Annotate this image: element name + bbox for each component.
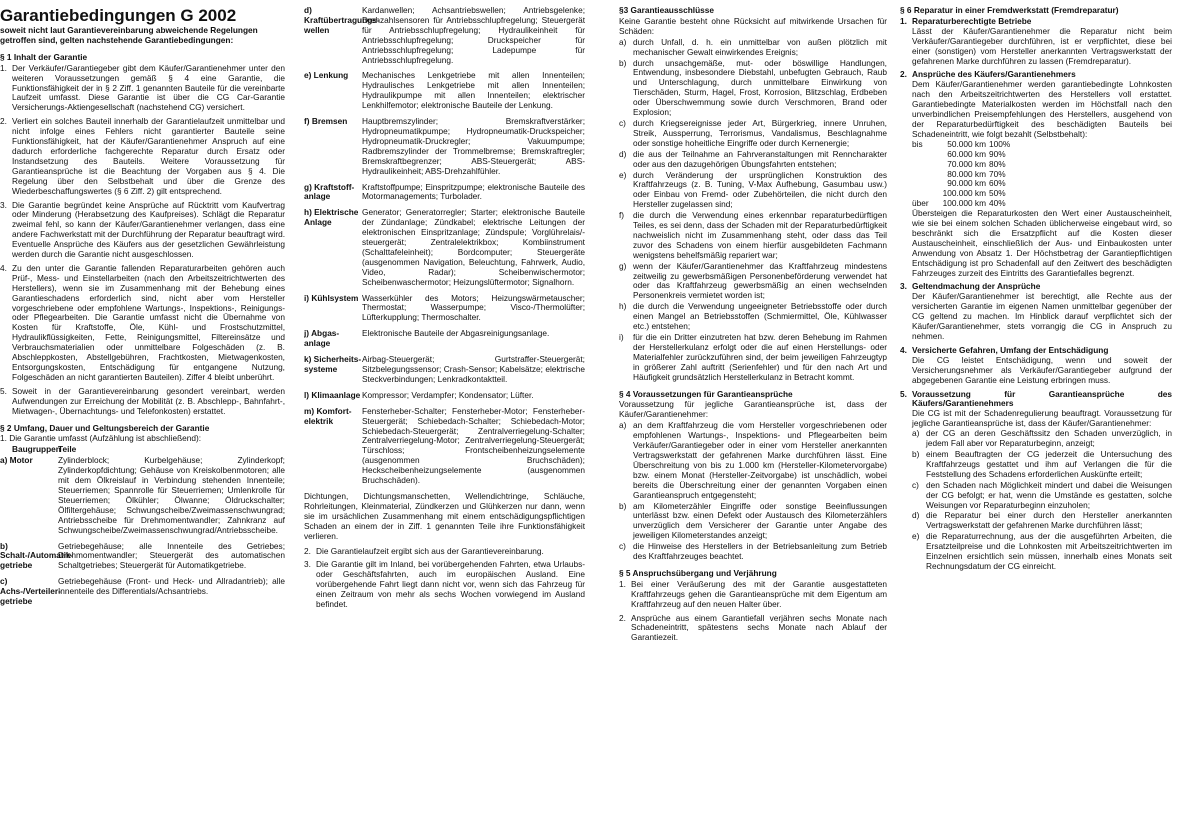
s3-intro: Keine Garantie besteht ohne Rücksicht auf mitwirkende Ursachen für Schäden: — [619, 15, 887, 36]
s2-seals-text: Dichtungen, Dichtungsmanschetten, Wellendichtringe, Schläuche, Rohrleitungen, Kleinmaterial, Zündkerzen und Glühkerzen nur dann, wenn sie im ursächlichen Zusammenhang mit einem entschädigungspflichtigen Schaden an einem der in Ziff. 1 genannten Teile ihre Funktionsfähigkeit verlieren. — [304, 490, 585, 541]
parts-table-header — [0, 445, 285, 455]
deductible-row: 70.000 km 80% — [947, 158, 1006, 169]
col-group-header: Baugruppen — [12, 444, 61, 455]
parts-row-klima: l) Klimaanlage Kompressor; Verdampfer; Kondensator; Lüfter. — [304, 389, 534, 400]
parts-row-bremsen: f) Bremsen Hauptbremszylinder; Bremskraftverstärker; Hydropneumatikpumpe; Hydropneumatik-Druckspeicher; Hydropneumatik-Druckregler; Vakuumpumpe; Radbremszylinder der Trommelbremse; Bremskraftregler; Bremskraftbegrenzer; ABS-Steuergerät; ABS-Hydraulikeinheit; ABS-Drehzahlfühler. — [304, 116, 585, 176]
s4-item-b: b) am Kilometerzähler Eingriffe oder sonstige Beeinflussungen unterlässt bzw. einen Defekt oder Austausch des Kilometerzählers unverzüglich dem Versicherer der Garantie unter Angabe des jeweiligen Kilometerstandes anzeigt; — [619, 500, 887, 541]
column-4 — [900, 6, 1172, 816]
parts-row-kraftstoff: g) Kraftstoff-anlage Kraftstoffpumpe; Einspritzpumpe; elektronische Bauteile des Motormanagements; Turbolader. — [304, 181, 585, 202]
s4-intro: Voraussetzung für jegliche Garantieansprüche ist, dass der Käufer/Garantienehmer: — [619, 399, 887, 420]
s6-sub5-item-e: e) die Reparaturrechnung, aus der die ausgeführten Arbeiten, die Ersatzteilpreise und die Lohnkosten mit Arbeitszeitrichtwerten im Einzelnen ersichtlich sein müssen, innerhalb eines Monats seit Rechnungsdatum der CG einreicht. — [912, 531, 1172, 571]
s6-sub4-heading: Versicherte Gefahren, Umfang der Entschädigung — [912, 344, 1109, 355]
document-subtitle: soweit nicht laut Garantievereinbarung abweichende Regelungen getroffen sind, gelten nachstehende Garantiebedingungen: — [0, 25, 258, 45]
s6-sub-4: 4. Versicherte Gefahren, Umfang der Entschädigung Die CG leistet Entschädigung, wenn und soweit der Versicherungsnehmer als Verkäufer/Garantiegeber aufgrund der abgegebenen Garantie eine Leistung erbringen muss. — [900, 344, 1172, 385]
s6-sub2-text: Dem Käufer/Garantienehmer werden garantiebedingte Lohnkosten nach den Arbeitszeitrichtwerten des Herstellers voll erstattet. Garantiebedingte Materialkosten werden im Höchstfall nach den unverbindlichen Preisempfehlungen des Herstellers, ausgehend von der Reparaturbedürftigkeit des beschädigten Bauteils bei Schadeneintritt, wie folgt bezahlt (Selbstbehalt): — [912, 79, 1172, 139]
s6-sub5-item-d: d) die Reparatur bei einer durch den Hersteller anerkannten Vertragswerkstatt der gefahrenen Marke durchführen lässt; — [912, 510, 1172, 531]
s6-sub-1: 1. Reparaturberechtigte Betriebe Lässt der Käufer/Garantienehmer die Reparatur nicht beim Verkäufer/Garantiegeber durchführen, ist er verpflichtet, diese bei einer (sonstigen) vom Hersteller anerkannten Vertragswerkstatt der gefahrenen Marke durchführen zu lassen (Fremdreparatur). — [900, 15, 1172, 66]
column-1 — [0, 6, 285, 816]
s3-item-d: d) die aus der Teilnahme an Fahrveranstaltungen mit Renncharakter oder aus den dazugehörigen Übungsfahrten entstehen; — [619, 148, 887, 169]
s4-item-a: a) an dem Kraftfahrzeug die vom Hersteller vorgeschriebenen oder empfohlenen Wartungs-, Inspektions- und Pflegearbeiten beim Verkäufer/Garantiegeber oder in einer vom Hersteller anerkannten Vertragswerkstatt der gefahrenen Marke durchführen lässt. Eine Überschreitung von bis zu 1.000 km (Hersteller-Kilometervorgabe) bzw. einem Monat (Hersteller-Zeitvorgabe) ist unschädlich, wobei bereits die Überschreitung einer der genannten Vorgaben einen Garantieanspruch entgegensteht; — [619, 420, 887, 500]
deductible-row: bis 50.000 km 100% — [912, 138, 1011, 149]
s3-item-g: g) wenn der Käufer/Garantienehmer das Kraftfahrzeug mindestens zeitweilig zu gewerbsmäßigen Personenbeförderung verwendet hat oder das Kraftfahrzeug gewerbsmäßig an einen wechselnden Personenkreis vermietet worden ist; — [619, 260, 887, 301]
parts-row-kuehlsystem: i) Kühlsystem Wasserkühler des Motors; Heizungswärmetauscher; Thermostat; Wasserpumpe; Visco-/Thermolüfter; Lüfterkupplung; Thermoschalter. — [304, 292, 585, 323]
s6-sub3-text: Der Käufer/Garantienehmer ist berechtigt, alle Rechte aus der versicherten Garantie im eigenen Namen unmittelbar gegenüber der CG geltend zu machen. Im Hinblick darauf verpflichtet sich der Käufer/Garantienehmer, stets vorrangig die CG in Anspruch zu nehmen. — [912, 291, 1172, 341]
section-6-heading: § 6 Reparatur in einer Fremdwerkstatt (Fremdreparatur) — [900, 6, 1119, 15]
s1-item-1: 1. Der Verkäufer/Garantiegeber gibt dem Käufer/Garantienehmer unter den weiteren Voraussetzungen gemäß § 4 eine Garantie, die Funktionsfähigkeit der in § 2 Ziff. 1 genannten Bauteile für die vereinbarte Laufzeit umfasst. Diese Garantie ist über die CG Car-Garantie Versicherungs-Aktiengesellschaft (nachstehend CG) versichert. — [0, 62, 285, 113]
section-4-heading: § 4 Voraussetzungen für Garantieansprüche — [619, 388, 793, 399]
s1-item-5: 5. Soweit in der Garantievereinbarung gesondert vereinbart, werden Aufwendungen zur Erreichung der Mobilität (z. B. Abschlepp-, Bahnfahrt-, Mietwagen-, Übernachtungs- und Telefonkosten) erstattet. — [0, 385, 285, 416]
s6-sub5-item-c: c) den Schaden nach Möglichkeit mindert und dabei die Weisungen der CG befolgt; er hat, wenn die Umstände es gestatten, solche Weisungen vor Reparaturbeginn einzuholen; — [912, 479, 1172, 510]
s3-item-b: b) durch unsachgemäße, mut- oder böswillige Handlungen, Entwendung, insbesondere Diebstahl, unbefugten Gebrauch, Raub und Unterschlagung, durch unmittelbare Einwirkung von Tierschäden, Sturm, Hagel, Frost, Korrosion, Blitzschlag, Erdbeben oder Überschwemmung sowie durch Verschmoren, Brand oder Explosion; — [619, 57, 887, 118]
s6-sub3-heading: Geltendmachung der Ansprüche — [912, 281, 1041, 292]
s3-item-i: i) für die ein Dritter einzutreten hat bzw. deren Behebung im Rahmen der Herstellerkulanz erfolgt oder die auf einen Herstellungs- oder Materialfehler zurückzuführen sind, der beim jeweiligen Fahrzeugtyp in größerer Zahl auftritt (Serienfehler) und für den nach Art und Häufigkeit grundsätzlich Herstellerkulanz in Betracht kommt. — [619, 332, 887, 382]
s6-sub5-heading: Voraussetzung für Garantieansprüche des Käufers/Garantienehmers — [912, 388, 1172, 409]
s3-item-f: f) die durch die Verwendung eines erkennbar reparaturbedürftigen Teiles, es sei denn, dass der Schaden mit der Reparaturbedürftigkeit nachweislich nicht im Zusammenhang steht, oder dass das Teil zuvor des Schadens von einem hierfür ausgebildeten Fachmann wenigstens behelfsmäßig repariert war; — [619, 210, 887, 260]
s1-item-4: 4. Zu den unter die Garantie fallenden Reparaturarbeiten gehören auch Prüf-, Mess- und Einstellarbeiten (nach den Arbeitszeitrichtwerten des Herstellers), wenn sie im Zusammenhang mit der Behebung eines Garantieschadens erforderlich sind, nicht aber vom Hersteller vorgeschriebene oder empfohlene Wartungs-, Inspektions-, Reinigungs- oder Pflegearbeiten. Die Garantie umfasst nicht die Übernahme von Kosten für Kraftstoffe, Öle, Kühl- und Frostschutzmittel, Hydraulikflüssigkeiten, Fette, Reinigungsmittel, Filtereinsätze und Verbrauchsmaterialien oder unmittelbare Folgeschäden (z. B. Abschleppkosten, Abstellgebühren, Frachtkosten, Mietwagenkosten, Entsorgungskosten, Entschädigung für entgangene Nutzung, Folgeschäden an nicht garantierten Bauteilen). Ziffer 4 bleibt unberührt. — [0, 262, 285, 382]
parts-row-abgas: j) Abgas-anlage Elektronische Bauteile der Abgasreinigungsanlage. — [304, 328, 550, 349]
s6-sub4-text: Die CG leistet Entschädigung, wenn und soweit der Versicherungsnehmer als Verkäufer/Garantiegeber aufgrund der abgegebenen Garantie eine Leistung erbringen muss. — [912, 354, 1172, 385]
s6-sub5-item-b: b) einem Beauftragten der CG jederzeit die Untersuchung des Kraftfahrzeugs gestattet und ihm auf Verlangen die für die Feststellung des Schadens erforderlichen Auskünfte erteilt; — [912, 448, 1172, 479]
deductible-row: 90.000 km 60% — [947, 178, 1006, 189]
parts-row-komfort: m) Komfort-elektrik Fensterheber-Schalter; Fensterheber-Motor; Fensterheber-Steuergerät; Schiebedach-Schalter; Schiebedach-Motor; Schiebedach-Steuergerät; Zentralverriegelung-Schalter; Zentralverriegelung-Motor; Zentralverriegelung-Steuergerät; Türschloss; Frontscheibenheizungselemente (ausgenommen Bruchschäden); Heckscheibenheizungselemente (ausgenommen Bruchschäden). — [304, 405, 585, 486]
parts-row-achs: c) Achs-/Verteiler-getriebe Getriebegehäuse (Front- und Heck- und Allradantrieb); alle Innenteile des Differentials/Achsantriebs. — [0, 576, 285, 607]
document-title: Garantiebedingungen G 2002 — [0, 6, 237, 25]
section-3-heading: §3 Garantieausschlüsse — [619, 6, 715, 15]
s6-sub-2: 2. Ansprüche des Käufers/Garantienehmers Dem Käufer/Garantienehmer werden garantiebedingte Lohnkosten nach den Arbeitszeitrichtwerten des Herstellers voll erstattet. Garantiebedingte Materialkosten werden im Höchstfall nach den unverbindlichen Preisempfehlungen des Herstellers, ausgehend von der Reparaturbedürftigkeit des beschädigten Bauteils bei Schadeneintritt, wie folgt bezahlt (Selbstbehalt): bis 50.000 km 100% 60.000 km 90% 70.000 km 80% 80.000 km 70% 90.000 km 60% 100.000 km 50% über 100.000 km 40% Übersteigen die Reparaturkosten den Wert einer Austauscheinheit, wie sie bei einem solchen Schaden üblicherweise eingebaut wird, so beschränkt sich die Ersatzpflicht auf die Kosten dieser Austauscheinheit, einschließlich der Aus- und Einbaukosten unter Anwendung von Absatz 1. Der Höchstbetrag der Garantiepflichtigen Entschädigung ist pro Schadenfall auf den Zeitwert des beschädigten Fahrzeuges zurzeit des Eintritts des Garantiefalles begrenzt. — [900, 69, 1172, 278]
s6-sub5-item-a: a) der CG an deren Geschäftssitz den Schaden unverzüglich, in jedem Fall aber vor Reparaturbeginn, anzeigt; — [912, 428, 1172, 449]
s5-item-2: 2. Ansprüche aus einem Garantiefall verjähren sechs Monate nach Schadeneintritt, spätestens sechs Monate nach Ablauf der Garantiezeit. — [619, 612, 887, 643]
parts-row-motor: a) Motor Zylinderblock; Kurbelgehäuse; Zylinderkopf; Zylinderkopfdichtung; Gehäuse von Kreiskolbenmotoren; alle mit dem Ölkreislauf in Verbindung stehenden Innenteile; Steuerriemen; Spannrolle für Steuerriemen; Umlenkrolle für Steuerriemen; Ölkühler; Ölwanne; Öldruckschalter; Ölfiltergehäuse; Schwungscheibe/Zweimassenschwungrad; Antriebsscheibe für Drehmomentwandler; Zahnkranz auf Schwungscheibe/Zweimassenschwungrad/Antriebsscheibe. — [0, 455, 285, 535]
s6-sub1-heading: Reparaturberechtigte Betriebe — [912, 15, 1032, 26]
column-3 — [619, 6, 887, 816]
parts-row-kraftuebertragung: d) Kraftübertragungs-wellen Kardanwellen; Achsantriebswellen; Antriebsgelenke; Drehzahlsensoren für Antriebsschlupfregelung; Steuergerät für Antriebsschlupfregelung; Hydraulikeinheit für Antriebsschlupfregelung; Druckspeicher für Antriebsschlupfregelung; Ladepumpe für Antriebsschlupfregelung. — [304, 6, 585, 65]
deductible-table — [912, 140, 1172, 209]
parts-row-elektrik: h) Elektrische Anlage Generator; Generatorregler; Starter; elektronische Bauteile der Zündanlage; Zündkabel; elektrische Leitungen der elektronischen Einspritzanlage; Zündspule; Vorglührelais/-steuergerät; Zentralelektrikbox; Kombiinstrument (Schalttafeleinheit); Bordcomputer; Steuergeräte (ausgenommen Navigation, Beleuchtung, Fahrwerk, Audio, Video, Radar); Scheibenwischermotor; Scheibenwaschermotor; Heizungslüftermotor; Signalhorn. — [304, 207, 585, 287]
s4-item-c: c) die Hinweise des Herstellers in der Betriebsanleitung zum Betrieb des Kraftfahrzeuges beachtet. — [619, 541, 887, 562]
s6-sub5-text: Die CG ist mit der Schadenregulierung beauftragt. Voraussetzung für jegliche Garantieansprüche ist, dass der Käufer/Garantienehmer: — [912, 408, 1172, 429]
column-2 — [304, 6, 585, 816]
section-1-heading: § 1 Inhalt der Garantie — [0, 51, 88, 62]
col-parts-header: Teile — [58, 444, 77, 455]
s6-sub-3: 3. Geltendmachung der Ansprüche Der Käufer/Garantienehmer ist berechtigt, alle Rechte aus der versicherten Garantie im eigenen Namen unmittelbar gegenüber der CG geltend zu machen. Im Hinblick darauf verpflichtet sich der Käufer/Garantienehmer, stets vorrangig die CG in Anspruch zu nehmen. — [900, 281, 1172, 341]
parts-row-lenkung: e) Lenkung Mechanisches Lenkgetriebe mit allen Innenteilen; Hydraulisches Lenkgetriebe mit allen Innenteilen; Hydraulikpumpe mit allen Innenteilen; elektrischer Lenkhilfemotor; elektronische Bauteile der Lenkung. — [304, 70, 585, 111]
parts-row-sicherheit: k) Sicherheits-systeme Airbag-Steuergerät; Gurtstraffer-Steuergerät; Sitzbelegungssensor; Crash-Sensor; Kabelsätze; elektrische Steckverbindungen; Lenkradkontaktteil. — [304, 354, 585, 384]
s3-item-a: a) durch Unfall, d. h. ein unmittelbar von außen plötzlich mit mechanischer Gewalt einwirkendes Ereignis; — [619, 36, 887, 57]
parts-row-getriebe: b) Schalt-/Automatik-getriebe Getriebegehäuse; alle Innenteile des Getriebes; Drehmomentwandler; Steuergerät des automatischen Schaltgetriebes; Steuergerät für Automatikgetriebe. — [0, 540, 285, 571]
s3-item-c: c) durch Kriegsereignisse jeder Art, Bürgerkrieg, innere Unruhen, Streik, Aussperrung, Terrorismus, Vandalismus, Beschlagnahme oder sonstige hoheitliche Eingriffe oder durch Kernenergie; — [619, 117, 887, 148]
s1-item-3: 3. Die Garantie begründet keine Ansprüche auf Rücktritt vom Kaufvertrag oder Minderung (Herabsetzung des Kaufpreises). Schlägt die Reparatur zweimal fehl, so kann der Käufer/Garantienehmer verlangen, dass eine andere Fachwerkstatt mit der Durchführung der Reparatur beauftragt wird. Eventuelle Ansprüche des Käufers aus der gesetzlichen Gewährleistung werden durch die Garantie nicht ausgeschlossen. — [0, 199, 285, 260]
s6-sub-5: 5. Voraussetzung für Garantieansprüche des Käufers/Garantienehmers Die CG ist mit der Schadenregulierung beauftragt. Voraussetzung für jegliche Garantieansprüche ist, dass der Käufer/Garantienehmer: a) der CG an deren Geschäftssitz den Schaden unverzüglich, in jedem Fall aber vor Reparaturbeginn, anzeigt; b) einem Beauftragten der CG jederzeit die Untersuchung des Kraftfahrzeugs gestattet und ihm auf Verlangen die für die Feststellung des Schadens erforderlichen Auskünfte erteilt; c) den Schaden nach Möglichkeit mindert und dabei die Weisungen der CG befolgt; er hat, wenn die Umstände es gestatten, solche Weisungen vor Reparaturbeginn einzuholen; d) die Reparatur bei einer durch den Hersteller anerkannten Vertragswerkstatt der gefahrenen Marke durchführen lässt; e) die Reparaturrechnung, aus der die ausgeführten Arbeiten, die Ersatzteilpreise und die Lohnkosten mit Arbeitszeitrichtwerten im Einzelnen ersichtlich sein müssen, innerhalb eines Monats seit Rechnungsdatum der CG einreicht. — [900, 388, 1172, 571]
s3-item-h: h) die durch die Verwendung ungeeigneter Betriebsstoffe oder durch einen Mangel an Betriebsstoffen (Schmiermittel, Öle, Kühlwasser etc.) entstehen; — [619, 301, 887, 332]
s2-item-2: 2. Die Garantielaufzeit ergibt sich aus der Garantievereinbarung. — [304, 545, 544, 556]
s3-item-e: e) durch Veränderung der ursprünglichen Konstruktion des Kraftfahrzeugs (z. B. Tuning, V-Max Aufhebung, Gasumbau usw.) oder Einbau von Fremd- oder Zubehörteilen, die nicht durch den Hersteller zugelassen sind; — [619, 169, 887, 210]
s6-sub1-text: Lässt der Käufer/Garantienehmer die Reparatur nicht beim Verkäufer/Garantiegeber durchführen, ist er verpflichtet, diese bei einer (sonstigen) vom Hersteller anerkannten Vertragswerkstatt der gefahrenen Marke durchführen zu lassen (Fremdreparatur). — [912, 25, 1172, 66]
s2-intro: 1. Die Garantie umfasst (Aufzählung ist abschließend): — [0, 433, 202, 444]
section-5-heading: § 5 Anspruchsübergang und Verjährung — [619, 567, 777, 578]
s5-item-1: 1. Bei einer Veräußerung des mit der Garantie ausgestatteten Kraftfahrzeugs gehen die Garantieansprüche mit dem Eigentum am Kraftfahrzeug auf den neuen Halter über. — [619, 578, 887, 609]
s6-sub2-text-after: Übersteigen die Reparaturkosten den Wert einer Austauscheinheit, wie sie bei einem solchen Schaden üblicherweise eingebaut wird, so beschränkt sich die Ersatzpflicht auf die Kosten dieser Austauscheinheit, einschließlich der Aus- und Einbaukosten unter Anwendung von Absatz 1. Der Höchstbetrag der Garantiepflichtigen Entschädigung ist pro Schadenfall auf den Zeitwert des beschädigten Fahrzeuges zurzeit des Eintritts des Garantiefalles begrenzt. — [912, 208, 1172, 278]
section-2-heading: § 2 Umfang, Dauer und Geltungsbereich der Garantie — [0, 422, 210, 433]
deductible-row: 60.000 km 90% — [947, 148, 1006, 159]
s2-item-3: 3. Die Garantie gilt im Inland, bei vorübergehenden Fahrten, etwa Urlaubs- oder Geschäftsfahrten, auch im europäischen Ausland. Eine vorübergehende Fahrt liegt dann nicht vor, wenn sich das Fahrzeug für einen Zeitraum von mehr als sechs Wochen vorwiegend im Ausland befindet. — [304, 559, 585, 610]
deductible-row: 100.000 km 50% — [942, 188, 1006, 199]
deductible-row: 80.000 km 70% — [947, 168, 1006, 179]
s6-sub2-heading: Ansprüche des Käufers/Garantienehmers — [912, 69, 1076, 80]
deductible-row: über 100.000 km 40% — [912, 198, 1006, 209]
s1-item-2: 2. Verliert ein solches Bauteil innerhalb der Garantielaufzeit unmittelbar und nicht infolge eines Fehlers nicht garantierter Bauteile seine Funktionsfähigkeit, hat der Käufer/Garantienehmer Anspruch auf eine dadurch erforderliche fachgerechte Reparatur durch Ersatz oder Instandsetzung des Bauteils. Weitere Voraussetzung für Garantieansprüche ist die Beachtung der Vorgaben aus § 4. Die Regelung über den Selbstbehalt und über die Grenze des Wiederbeschaffungswertes (§ 6 Ziff. 2) gilt entsprechend. — [0, 116, 285, 196]
